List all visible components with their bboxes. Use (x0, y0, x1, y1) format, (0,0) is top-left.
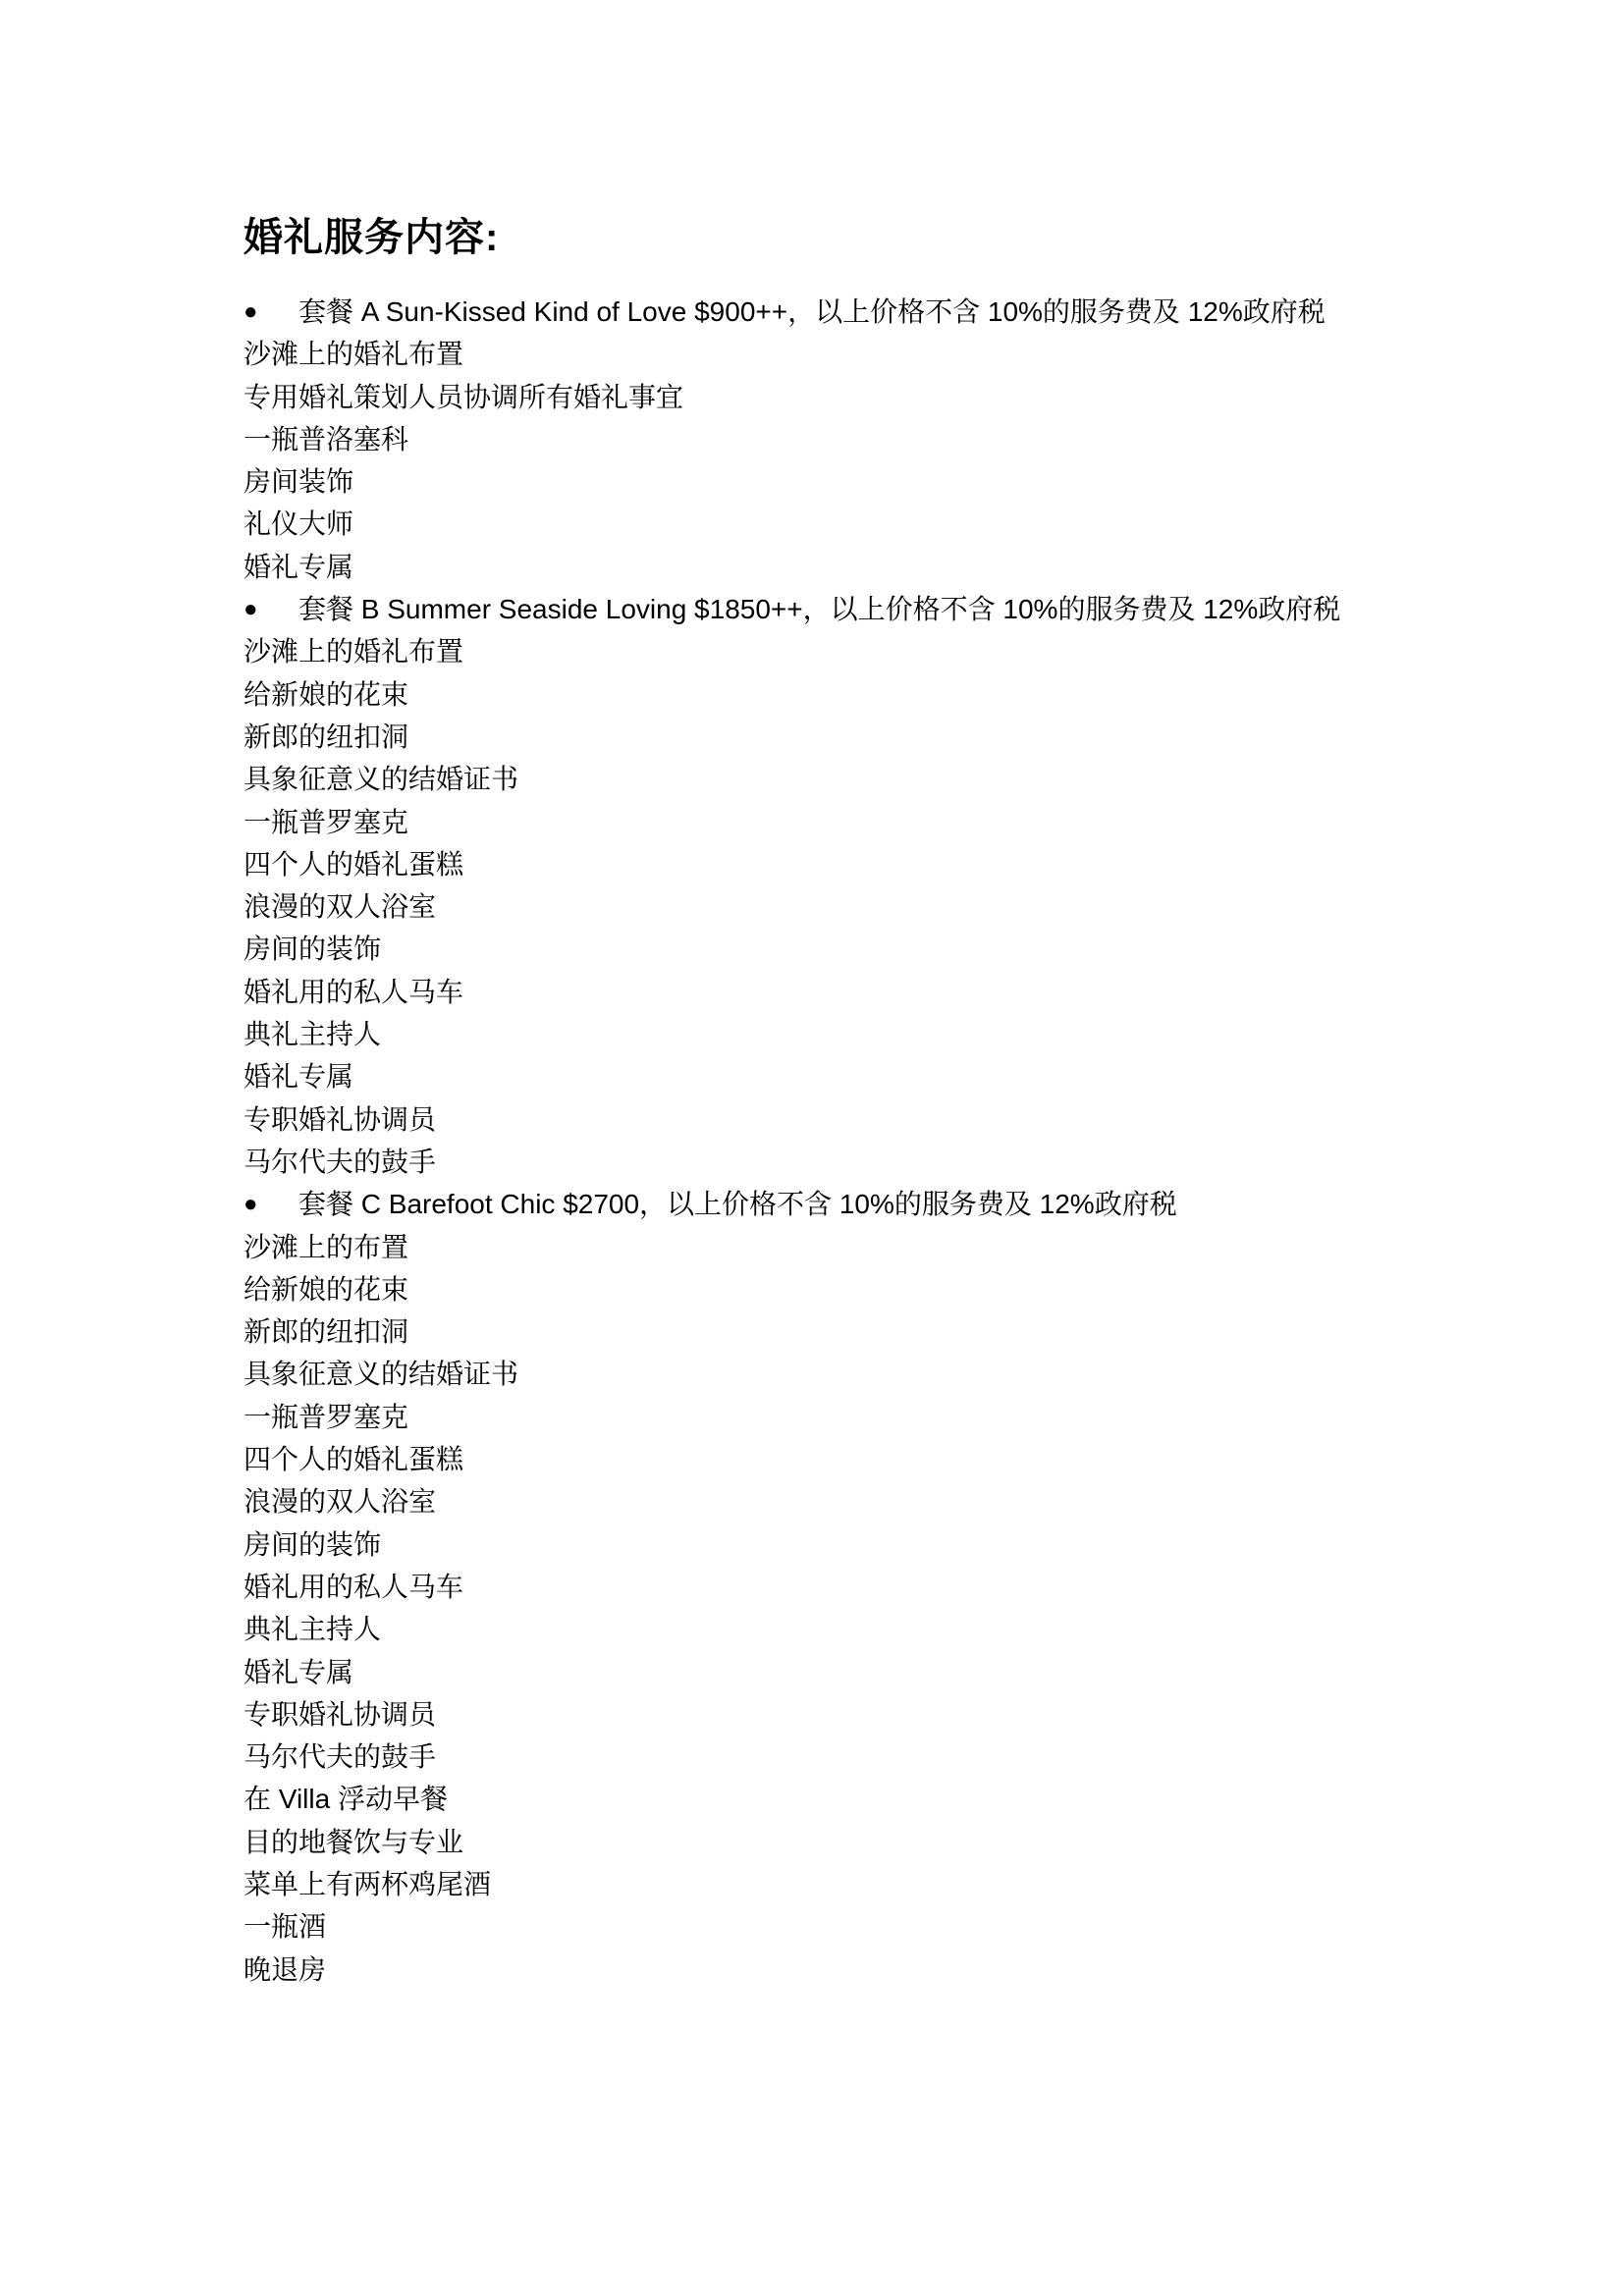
bullet-icon: ● (244, 1191, 258, 1218)
bullet-icon: ● (244, 298, 258, 325)
package-c-heading: 套餐 C Barefoot Chic $2700，以上价格不含 10%的服务费及 12%政府税 (298, 1189, 1177, 1220)
list-item: 马尔代夫的鼓手 (244, 1741, 437, 1773)
list-item: 一瓶酒 (244, 1911, 327, 1943)
list-item: 婚礼专属 (244, 551, 354, 582)
list-item: 给新娘的花束 (244, 678, 409, 710)
list-item: 典礼主持人 (244, 1614, 382, 1645)
page-title: 婚礼服务内容: (244, 216, 500, 259)
list-item: 房间装饰 (244, 466, 354, 498)
list-item: 浪漫的双人浴室 (244, 891, 437, 923)
list-item: 浪漫的双人浴室 (244, 1486, 437, 1518)
list-item: 沙滩上的布置 (244, 1231, 409, 1262)
list-item: 具象征意义的结婚证书 (244, 1359, 519, 1390)
list-item: 四个人的婚礼蛋糕 (244, 848, 464, 880)
list-item: 在 Villa 浮动早餐 (244, 1784, 448, 1815)
list-item: 专职婚礼协调员 (244, 1103, 437, 1135)
package-b-heading-row (244, 588, 1447, 630)
list-item: 沙滩上的婚礼布置 (244, 339, 464, 370)
list-item: 婚礼专属 (244, 1656, 354, 1687)
list-item: 一瓶普洛塞科 (244, 423, 409, 454)
list-item: 马尔代夫的鼓手 (244, 1146, 437, 1177)
bullet-icon: ● (244, 596, 258, 623)
list-item: 婚礼专属 (244, 1061, 354, 1093)
package-c-heading-row (244, 1183, 1447, 1225)
list-item: 房间的装饰 (244, 934, 382, 965)
list-item: 新郎的纽扣洞 (244, 1316, 409, 1348)
list-item: 新郎的纽扣洞 (244, 721, 409, 752)
list-item: 给新娘的花束 (244, 1273, 409, 1305)
package-b-heading: 套餐 B Summer Seaside Loving $1850++，以上价格不含 10%的服务费及 12%政府税 (298, 594, 1341, 625)
list-item: 典礼主持人 (244, 1019, 382, 1050)
package-a-heading: 套餐 A Sun-Kissed Kind of Love $900++，以上价格不含 10%的服务费及 12%政府税 (298, 296, 1326, 327)
list-item: 具象征意义的结婚证书 (244, 764, 519, 795)
list-item: 婚礼用的私人马车 (244, 1571, 464, 1602)
list-item: 菜单上有两杯鸡尾酒 (244, 1868, 492, 1899)
list-item: 礼仪大师 (244, 508, 354, 540)
list-item: 专用婚礼策划人员协调所有婚礼事宜 (244, 381, 684, 412)
list-item: 婚礼用的私人马车 (244, 976, 464, 1007)
list-item: 四个人的婚礼蛋糕 (244, 1444, 464, 1475)
list-item: 一瓶普罗塞克 (244, 1401, 409, 1432)
list-item: 沙滩上的婚礼布置 (244, 636, 464, 667)
list-item: 专职婚礼协调员 (244, 1698, 437, 1730)
list-item: 房间的装饰 (244, 1528, 382, 1560)
list-item: 目的地餐饮与专业 (244, 1826, 464, 1857)
list-item: 晚退房 (244, 1953, 327, 1985)
package-a-heading-row (244, 291, 1447, 333)
list-item: 一瓶普罗塞克 (244, 806, 409, 837)
